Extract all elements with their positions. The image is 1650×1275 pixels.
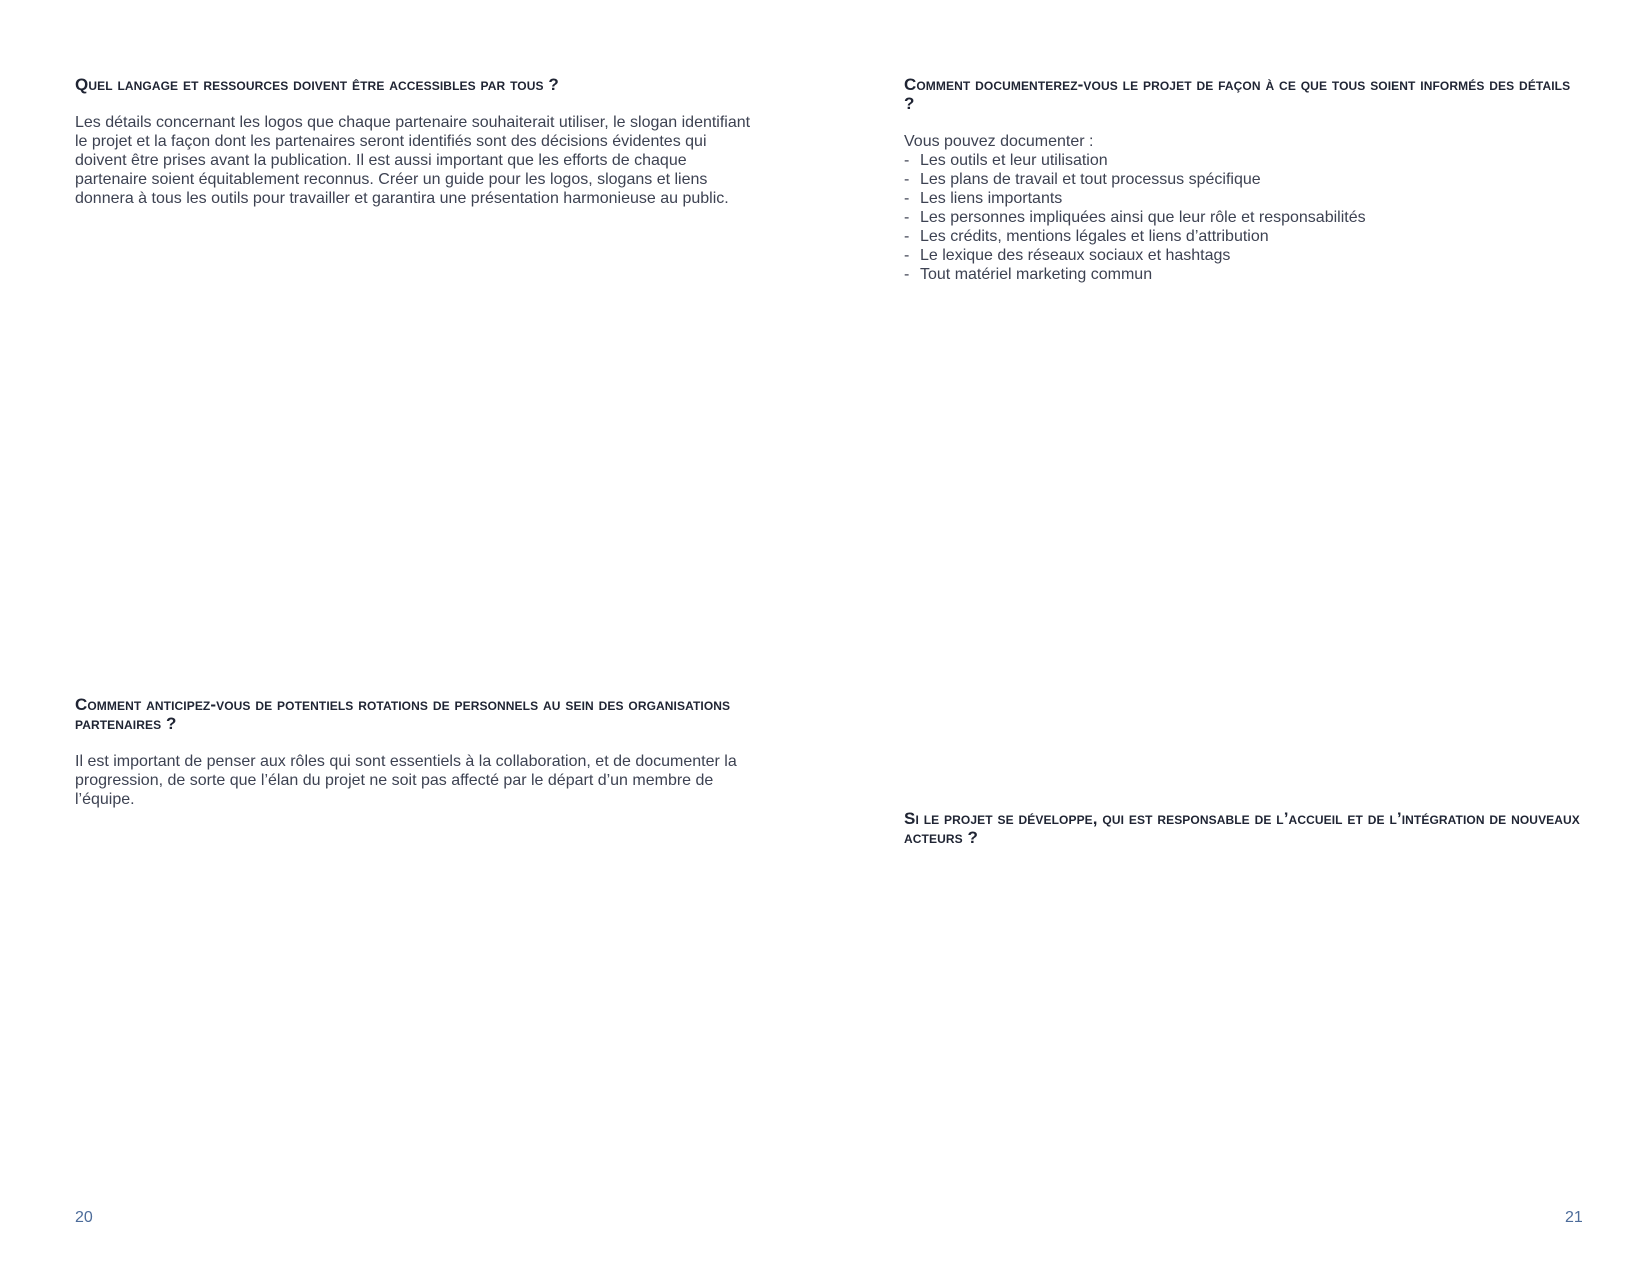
documentation-list (904, 151, 1584, 284)
list-item: - Les personnes impliquées ainsi que leur rôle et responsabilités (904, 209, 1366, 226)
section-documentation (904, 75, 1584, 284)
page-number-left: 20 (75, 1209, 93, 1226)
section-heading: Quel langage et ressources doivent être accessibles par tous ? (75, 75, 559, 94)
list-item: - Les crédits, mentions légales et liens d’attribution (904, 228, 1269, 245)
list-item: - Les plans de travail et tout processus spécifique (904, 171, 1261, 188)
section-new-actors (904, 809, 1584, 847)
section-heading: Si le projet se développe, qui est responsable de l’accueil et de l’intégration de nouveaux acteurs ? (904, 809, 1580, 847)
section-intro: Vous pouvez documenter : (904, 133, 1094, 150)
list-item: - Les liens importants (904, 190, 1063, 207)
list-item: - Tout matériel marketing commun (904, 266, 1153, 283)
list-item: - Les outils et leur utilisation (904, 152, 1108, 169)
section-staff-rotation (75, 695, 755, 809)
page-number-right: 21 (1565, 1209, 1583, 1226)
section-body: Il est important de penser aux rôles qui sont essentiels à la collaboration, et de documenter la progression, de sorte que l’élan du projet ne soit pas affecté par le départ d’un membre de l’équipe. (75, 753, 737, 808)
section-language-resources (75, 75, 755, 208)
section-heading: Comment documenterez-vous le projet de façon à ce que tous soient informés des détails ? (904, 75, 1571, 113)
section-body: Les détails concernant les logos que chaque partenaire souhaiterait utiliser, le slogan identifiant le projet et la façon dont les partenaires seront identifiés sont des décisions évidentes qui doivent être prises avant la publication. Il est aussi important que les efforts de chaque partenaire soient équitablement reconnus. Créer un guide pour les logos, slogans et liens donnera à tous les outils pour travailler et garantira une présentation harmonieuse au public. (75, 114, 751, 207)
section-heading: Comment anticipez-vous de potentiels rotations de personnels au sein des organisations partenaires ? (75, 695, 731, 733)
list-item: - Le lexique des réseaux sociaux et hashtags (904, 247, 1231, 264)
